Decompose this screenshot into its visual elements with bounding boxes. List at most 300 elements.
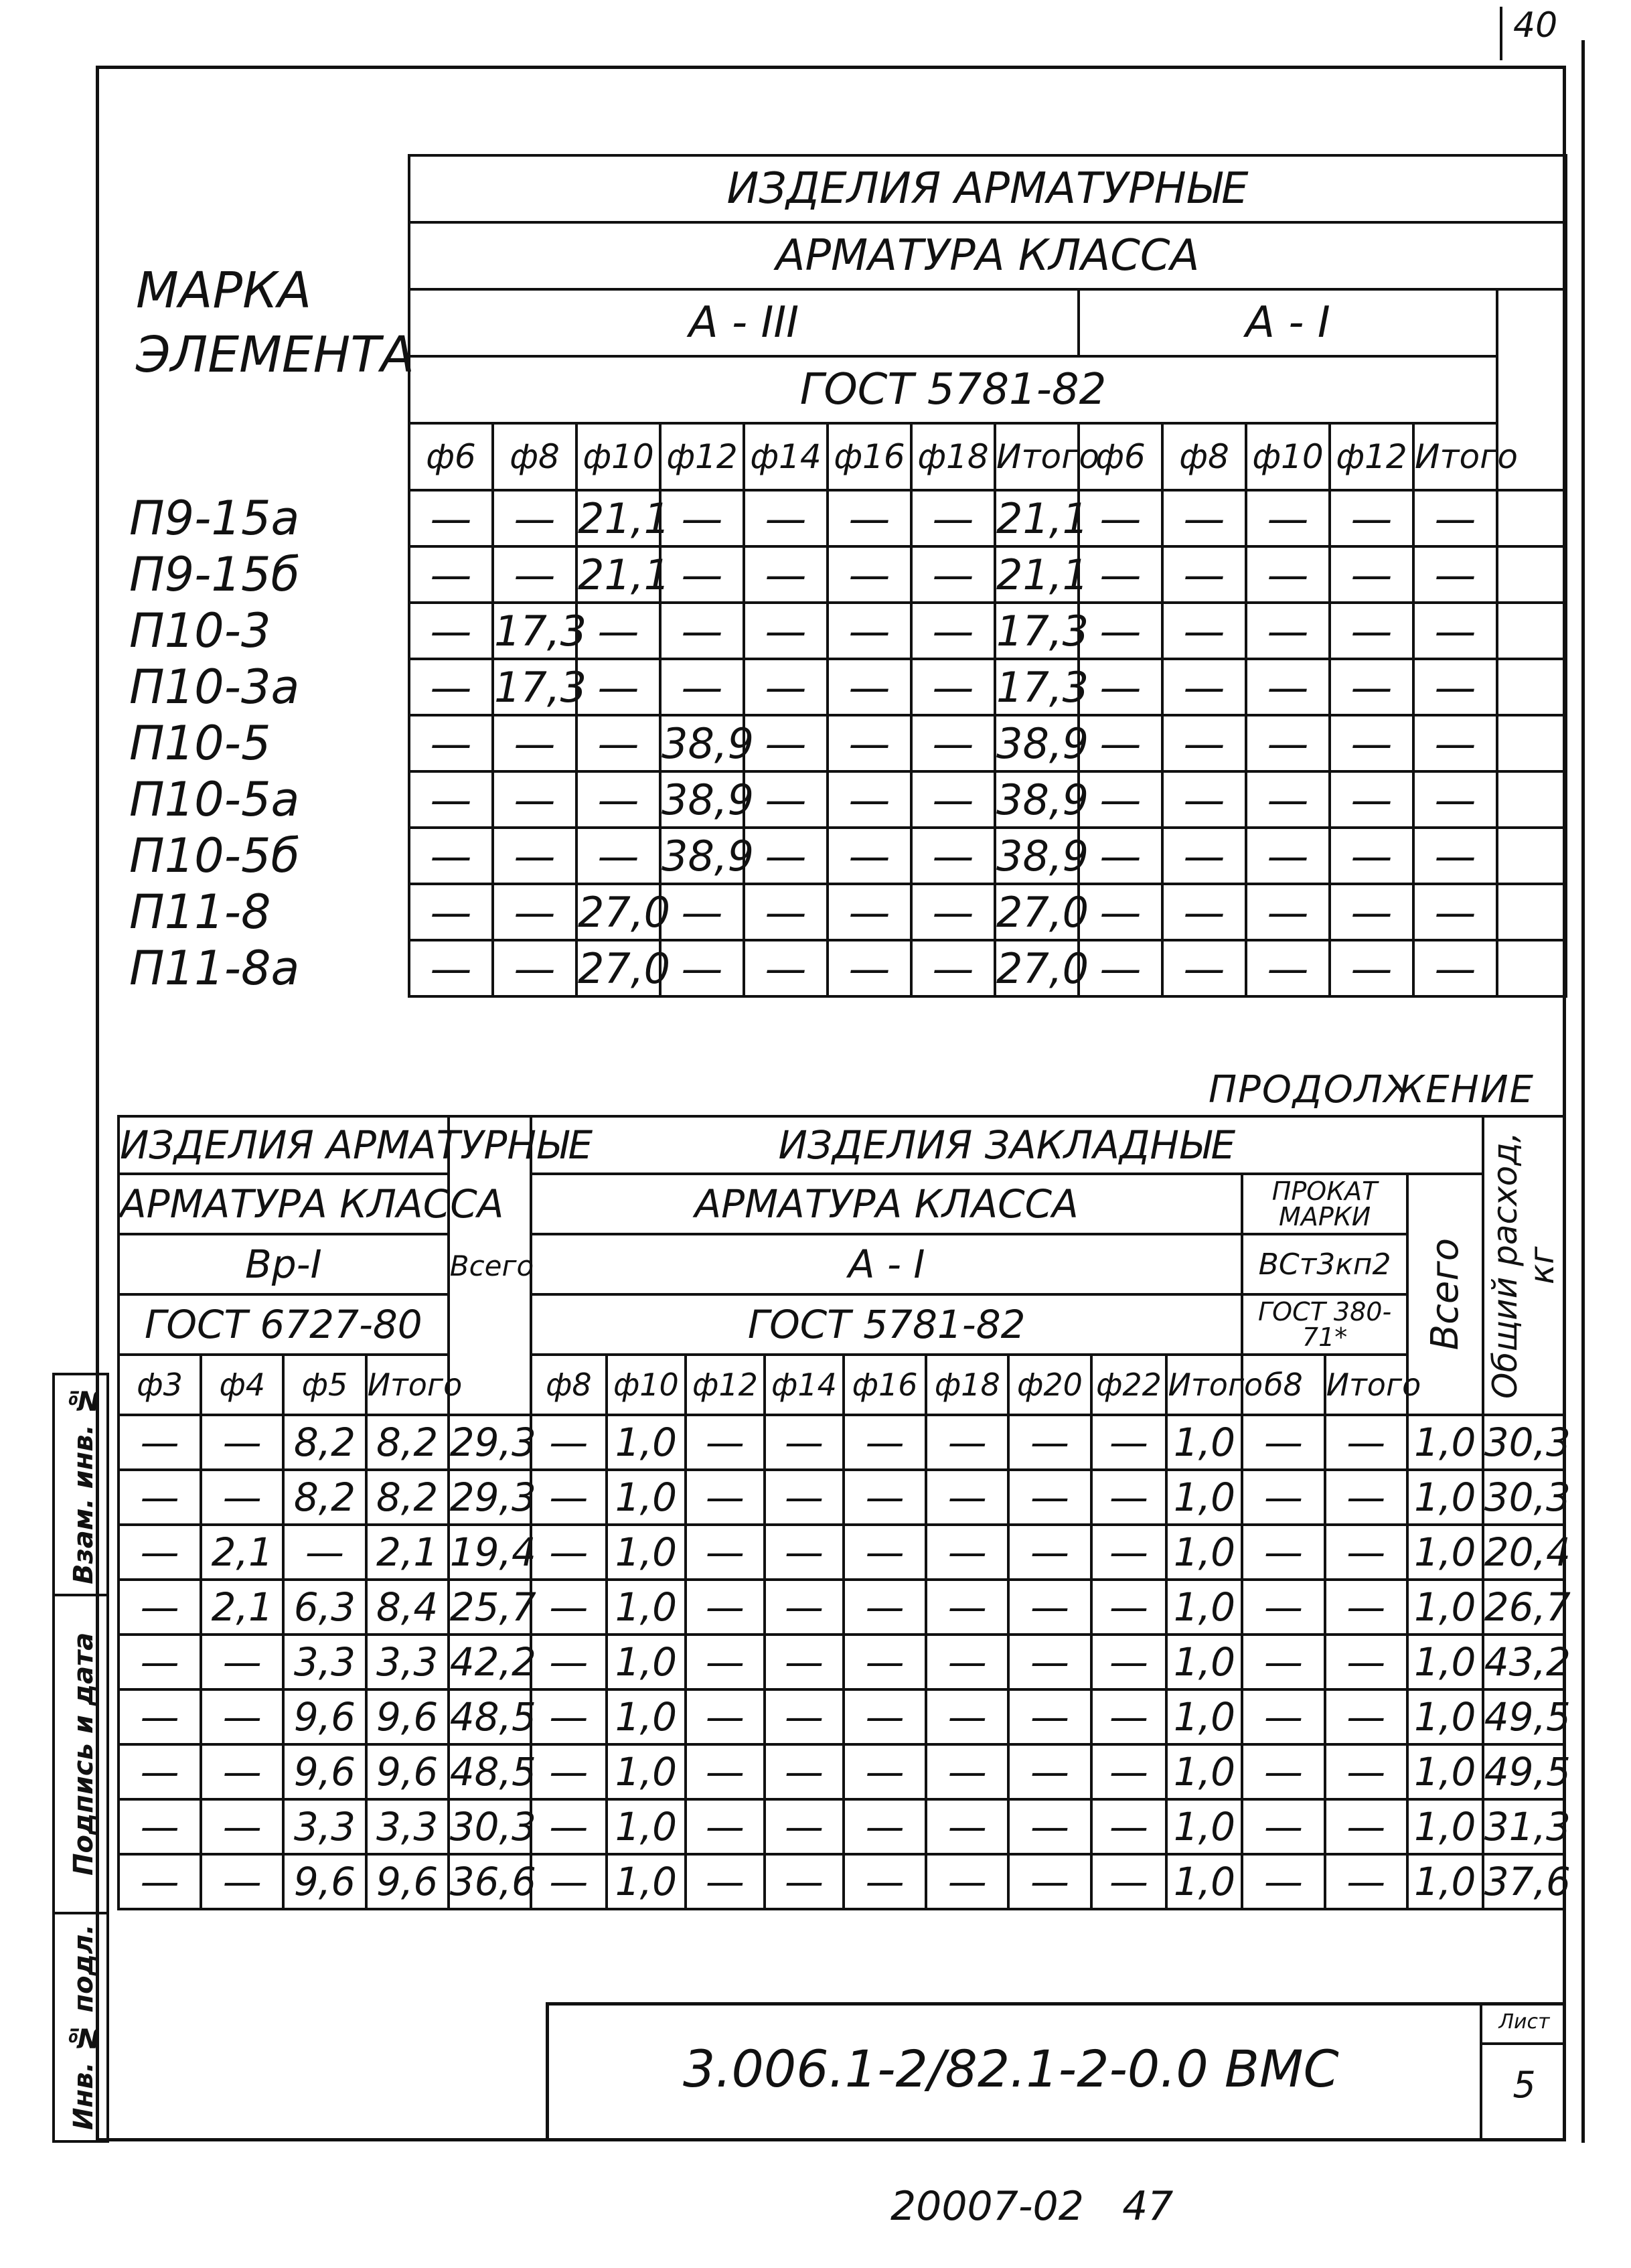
cell: — xyxy=(926,1744,1008,1799)
cell: — xyxy=(1079,828,1162,884)
cell: 9,6 xyxy=(366,1854,449,1909)
cell: — xyxy=(1325,1744,1407,1799)
cell: — xyxy=(686,1689,765,1744)
cell: — xyxy=(686,1580,765,1635)
cell: — xyxy=(531,1470,607,1525)
cell: 21,1 xyxy=(995,546,1079,603)
row-mark: П10-3 xyxy=(96,603,409,659)
cell: — xyxy=(911,659,995,715)
cell: — xyxy=(1079,490,1162,546)
col-header: Итого xyxy=(1325,1355,1407,1415)
cell: 2,1 xyxy=(366,1525,449,1580)
cell: — xyxy=(201,1415,283,1470)
cell: 8,4 xyxy=(366,1580,449,1635)
top-row xyxy=(96,715,1566,771)
cell: 38,9 xyxy=(660,828,744,884)
bottom-row xyxy=(119,1744,1565,1799)
vsego2-label: Всего xyxy=(1423,1238,1467,1351)
cell: — xyxy=(1008,1525,1091,1580)
sheet-label: Лист xyxy=(1482,2002,1566,2045)
cell: 9,6 xyxy=(283,1744,366,1799)
cell: 3,3 xyxy=(283,1635,366,1689)
cell: — xyxy=(1413,715,1497,771)
cell: 49,5 xyxy=(1483,1689,1565,1744)
cell: 30,3 xyxy=(1483,1415,1565,1470)
footer-number: 20007-02 47 xyxy=(890,2183,1174,2230)
top-gost: ГОСТ 5781-82 xyxy=(409,356,1497,423)
cell: — xyxy=(1162,940,1246,996)
cell: — xyxy=(1162,490,1246,546)
cell: — xyxy=(686,1744,765,1799)
cell: — xyxy=(1091,1470,1167,1525)
cell: — xyxy=(409,884,493,940)
row-extra xyxy=(1497,771,1566,828)
bottom-row xyxy=(119,1415,1565,1470)
row-extra xyxy=(1497,715,1566,771)
cell: 1,0 xyxy=(1407,1689,1483,1744)
cell: 8,2 xyxy=(366,1470,449,1525)
cell: 25,7 xyxy=(449,1580,531,1635)
cell: 1,0 xyxy=(607,1580,686,1635)
cell: — xyxy=(201,1470,283,1525)
col-header: ф12 xyxy=(660,423,744,490)
cell: — xyxy=(765,1580,844,1635)
cell: — xyxy=(844,1635,926,1689)
cell: — xyxy=(926,1854,1008,1909)
cell: — xyxy=(765,1854,844,1909)
cell: — xyxy=(744,771,828,828)
cell: — xyxy=(765,1689,844,1744)
row-extra xyxy=(1497,603,1566,659)
cell: 21,1 xyxy=(576,490,660,546)
cell: 3,3 xyxy=(366,1799,449,1854)
cell: 30,3 xyxy=(1483,1470,1565,1525)
cell: — xyxy=(1413,771,1497,828)
bot-class-bp1: Вр-I xyxy=(119,1234,449,1294)
stamp-sign-date xyxy=(52,1594,109,1914)
cell: — xyxy=(1162,546,1246,603)
row-mark: П10-5б xyxy=(96,828,409,884)
cell: — xyxy=(1246,546,1330,603)
cell: — xyxy=(1325,1525,1407,1580)
cell: 1,0 xyxy=(607,1525,686,1580)
cell: — xyxy=(1091,1744,1167,1799)
cell: — xyxy=(744,546,828,603)
cell: — xyxy=(1091,1415,1167,1470)
cell: — xyxy=(1008,1854,1091,1909)
bottom-row xyxy=(119,1525,1565,1580)
row-extra xyxy=(1497,490,1566,546)
cell: — xyxy=(1330,546,1413,603)
cell: — xyxy=(409,715,493,771)
cell: 1,0 xyxy=(1166,1580,1242,1635)
col-header: ф10 xyxy=(607,1355,686,1415)
cell: — xyxy=(119,1689,201,1744)
cell: — xyxy=(1162,828,1246,884)
cell: 1,0 xyxy=(607,1744,686,1799)
cell: — xyxy=(531,1744,607,1799)
bottom-row xyxy=(119,1470,1565,1525)
bot-total xyxy=(1483,1116,1565,1415)
cell: — xyxy=(744,490,828,546)
row-mark: П10-5а xyxy=(96,771,409,828)
cell: 20,4 xyxy=(1483,1525,1565,1580)
row-extra xyxy=(1497,940,1566,996)
cell: — xyxy=(1413,828,1497,884)
cell: — xyxy=(828,490,911,546)
cell: 38,9 xyxy=(660,715,744,771)
cell: — xyxy=(576,659,660,715)
col-header: ф8 xyxy=(493,423,576,490)
cell: — xyxy=(1079,715,1162,771)
cell: — xyxy=(744,603,828,659)
col-header: ф4 xyxy=(201,1355,283,1415)
cell: — xyxy=(493,546,576,603)
cell: 1,0 xyxy=(1166,1799,1242,1854)
cell: — xyxy=(409,659,493,715)
cell: — xyxy=(660,940,744,996)
top-row xyxy=(96,490,1566,546)
cell: — xyxy=(1325,1415,1407,1470)
cell: 1,0 xyxy=(1407,1525,1483,1580)
col-header: Итого xyxy=(366,1355,449,1415)
cell: — xyxy=(660,490,744,546)
cell: — xyxy=(119,1635,201,1689)
cell: 37,6 xyxy=(1483,1854,1565,1909)
cell: 1,0 xyxy=(1166,1525,1242,1580)
cell: — xyxy=(1325,1799,1407,1854)
mark-header: МАРКА ЭЛЕМЕНТА xyxy=(136,261,415,384)
top-row xyxy=(96,884,1566,940)
cell: — xyxy=(409,828,493,884)
row-mark: П9-15а xyxy=(96,490,409,546)
cell: — xyxy=(926,1799,1008,1854)
cell: — xyxy=(1413,940,1497,996)
cell: — xyxy=(531,1635,607,1689)
cell: — xyxy=(119,1580,201,1635)
row-extra xyxy=(1497,828,1566,884)
cell: — xyxy=(844,1415,926,1470)
cell: 9,6 xyxy=(283,1689,366,1744)
cell: — xyxy=(744,659,828,715)
cell: — xyxy=(744,884,828,940)
cell: 1,0 xyxy=(607,1470,686,1525)
total-label: Общий расход, кг xyxy=(1485,1132,1561,1400)
cell: — xyxy=(926,1689,1008,1744)
col-header: ф8 xyxy=(1162,423,1246,490)
cell: — xyxy=(1242,1470,1324,1525)
stamp-inv-no-label: Инв. № подл. xyxy=(68,1924,99,2131)
stamp-replace-inv-label: Взам. инв. № xyxy=(68,1384,99,1585)
cell: 49,5 xyxy=(1483,1744,1565,1799)
cell: 1,0 xyxy=(1407,1635,1483,1689)
cell: — xyxy=(926,1470,1008,1525)
cell: 1,0 xyxy=(1166,1854,1242,1909)
col-header: ф22 xyxy=(1091,1355,1167,1415)
cell: — xyxy=(744,828,828,884)
cell: — xyxy=(1330,884,1413,940)
cell: — xyxy=(828,715,911,771)
cell: — xyxy=(1091,1525,1167,1580)
sheet-number: 5 xyxy=(1512,2064,1536,2106)
cell: 17,3 xyxy=(493,603,576,659)
cell: — xyxy=(531,1415,607,1470)
top-row xyxy=(96,603,1566,659)
cell: 27,0 xyxy=(995,940,1079,996)
cell: — xyxy=(686,1470,765,1525)
cell: — xyxy=(493,771,576,828)
cell: — xyxy=(409,546,493,603)
bottom-row xyxy=(119,1635,1565,1689)
cell: — xyxy=(765,1635,844,1689)
bottom-row xyxy=(119,1799,1565,1854)
col-header: ф3 xyxy=(119,1355,201,1415)
cell: — xyxy=(1008,1580,1091,1635)
cell: — xyxy=(409,603,493,659)
doc-code: 3.006.1-2/82.1-2-0.0 ВМС xyxy=(683,2039,1339,2099)
cell: — xyxy=(844,1470,926,1525)
col-header: ф16 xyxy=(828,423,911,490)
row-extra xyxy=(1497,546,1566,603)
cell: 8,2 xyxy=(283,1470,366,1525)
cell: — xyxy=(1246,715,1330,771)
cell: — xyxy=(926,1580,1008,1635)
cell: — xyxy=(409,940,493,996)
cell: — xyxy=(1008,1689,1091,1744)
bot-h-zakl-class: АРМАТУРА КЛАССА xyxy=(531,1174,1242,1234)
cell: 1,0 xyxy=(1407,1470,1483,1525)
cell: — xyxy=(531,1799,607,1854)
cell: — xyxy=(493,715,576,771)
cell: — xyxy=(828,828,911,884)
cell: — xyxy=(660,546,744,603)
cell: — xyxy=(926,1635,1008,1689)
cell: — xyxy=(1091,1854,1167,1909)
cell: — xyxy=(911,715,995,771)
cell: — xyxy=(911,546,995,603)
cell: — xyxy=(1079,940,1162,996)
cell: — xyxy=(1162,715,1246,771)
cell: — xyxy=(686,1799,765,1854)
cell: — xyxy=(1162,884,1246,940)
cell: — xyxy=(911,884,995,940)
class-a3: А - III xyxy=(409,289,1079,356)
top-row xyxy=(96,828,1566,884)
cell: — xyxy=(493,828,576,884)
right-margin-line xyxy=(1581,40,1585,2143)
row-extra xyxy=(1497,659,1566,715)
cell: — xyxy=(1330,603,1413,659)
cell: — xyxy=(493,940,576,996)
corner-box-line xyxy=(1500,7,1502,60)
cell: 42,2 xyxy=(449,1635,531,1689)
cell: 1,0 xyxy=(1166,1744,1242,1799)
cell: — xyxy=(119,1470,201,1525)
cell: — xyxy=(1008,1415,1091,1470)
cell: — xyxy=(844,1689,926,1744)
cell: 29,3 xyxy=(449,1415,531,1470)
stamp-inv-no xyxy=(52,1912,109,2143)
cell: 6,3 xyxy=(283,1580,366,1635)
cell: — xyxy=(531,1525,607,1580)
cell: 3,3 xyxy=(366,1635,449,1689)
cell: — xyxy=(828,771,911,828)
cell: — xyxy=(1242,1689,1324,1744)
cell: — xyxy=(1079,603,1162,659)
cell: — xyxy=(119,1415,201,1470)
cell: 17,3 xyxy=(493,659,576,715)
bot-prokat-mark: ВСт3кп2 xyxy=(1242,1234,1407,1294)
cell: 21,1 xyxy=(995,490,1079,546)
cell: — xyxy=(1246,659,1330,715)
cell: 31,3 xyxy=(1483,1799,1565,1854)
cell: — xyxy=(1091,1580,1167,1635)
cell: 38,9 xyxy=(995,771,1079,828)
row-mark: П10-3а xyxy=(96,659,409,715)
cell: — xyxy=(201,1799,283,1854)
cell: — xyxy=(1246,490,1330,546)
cell: — xyxy=(686,1525,765,1580)
cell: — xyxy=(493,884,576,940)
cell: — xyxy=(844,1525,926,1580)
cell: — xyxy=(1091,1635,1167,1689)
sheet-box xyxy=(1480,2002,1566,2141)
cell: 3,3 xyxy=(283,1799,366,1854)
cell: — xyxy=(576,828,660,884)
cell: — xyxy=(1330,771,1413,828)
cell: 1,0 xyxy=(607,1689,686,1744)
col-header: ф5 xyxy=(283,1355,366,1415)
col-header: б8 xyxy=(1242,1355,1324,1415)
cell: — xyxy=(576,603,660,659)
cell: 30,3 xyxy=(449,1799,531,1854)
cell: — xyxy=(911,490,995,546)
cell: 8,2 xyxy=(283,1415,366,1470)
cell: — xyxy=(765,1525,844,1580)
cell: — xyxy=(1413,659,1497,715)
continuation-label: ПРОДОЛЖЕНИЕ xyxy=(1209,1068,1535,1112)
cell: — xyxy=(765,1744,844,1799)
cell: 17,3 xyxy=(995,603,1079,659)
bot-gost-380: ГОСТ 380-71* xyxy=(1242,1294,1407,1355)
cell: — xyxy=(201,1635,283,1689)
cell: — xyxy=(1330,659,1413,715)
col-header: ф10 xyxy=(1246,423,1330,490)
cell: 29,3 xyxy=(449,1470,531,1525)
cell: — xyxy=(828,940,911,996)
cell: — xyxy=(1162,603,1246,659)
cell: — xyxy=(1325,1635,1407,1689)
cell: 38,9 xyxy=(995,715,1079,771)
cell: — xyxy=(926,1525,1008,1580)
cell: — xyxy=(1413,884,1497,940)
bot-diameter-row xyxy=(119,1355,1565,1415)
cell: — xyxy=(1242,1854,1324,1909)
cell: — xyxy=(1162,771,1246,828)
top-header-1: ИЗДЕЛИЯ АРМАТУРНЫЕ xyxy=(409,155,1566,222)
cell: — xyxy=(1008,1635,1091,1689)
cell: — xyxy=(686,1854,765,1909)
cell: — xyxy=(1079,771,1162,828)
cell: — xyxy=(1325,1580,1407,1635)
bot-prokat: ПРОКАТ МАРКИ xyxy=(1242,1174,1407,1234)
cell: — xyxy=(1246,603,1330,659)
top-table xyxy=(96,154,1567,998)
cell: — xyxy=(660,884,744,940)
cell: — xyxy=(119,1744,201,1799)
cell: — xyxy=(576,715,660,771)
bot-gost-5781: ГОСТ 5781-82 xyxy=(531,1294,1242,1355)
cell: — xyxy=(1325,1470,1407,1525)
cell: — xyxy=(1413,603,1497,659)
cell: 1,0 xyxy=(1166,1415,1242,1470)
corner-number: 40 xyxy=(1513,5,1558,46)
cell: 1,0 xyxy=(1407,1415,1483,1470)
cell: — xyxy=(744,940,828,996)
cell: — xyxy=(744,715,828,771)
cell: — xyxy=(1079,884,1162,940)
cell: 2,1 xyxy=(201,1580,283,1635)
col-header: Итого xyxy=(1166,1355,1242,1415)
cell: — xyxy=(911,828,995,884)
cell: — xyxy=(1246,771,1330,828)
cell: — xyxy=(828,659,911,715)
cell: — xyxy=(660,603,744,659)
cell: 9,6 xyxy=(366,1689,449,1744)
cell: — xyxy=(828,884,911,940)
cell: — xyxy=(1330,715,1413,771)
cell: — xyxy=(1008,1470,1091,1525)
bot-vsego1: Всего xyxy=(449,1116,531,1415)
cell: — xyxy=(1413,490,1497,546)
cell: — xyxy=(844,1580,926,1635)
cell: — xyxy=(1242,1744,1324,1799)
stamp-replace-inv xyxy=(52,1373,109,1596)
cell: 1,0 xyxy=(1407,1799,1483,1854)
col-header: ф12 xyxy=(1330,423,1413,490)
cell: — xyxy=(1079,659,1162,715)
cell: 43,2 xyxy=(1483,1635,1565,1689)
cell: 38,9 xyxy=(660,771,744,828)
top-row xyxy=(96,771,1566,828)
cell: — xyxy=(911,603,995,659)
cell: — xyxy=(660,659,744,715)
cell: — xyxy=(1079,546,1162,603)
cell: 1,0 xyxy=(1166,1635,1242,1689)
col-header: ф14 xyxy=(765,1355,844,1415)
col-header: ф10 xyxy=(576,423,660,490)
cell: — xyxy=(201,1744,283,1799)
cell: — xyxy=(119,1525,201,1580)
cell: — xyxy=(201,1854,283,1909)
cell: — xyxy=(1242,1635,1324,1689)
cell: 1,0 xyxy=(607,1415,686,1470)
cell: — xyxy=(844,1744,926,1799)
row-mark: П11-8а xyxy=(96,940,409,996)
bottom-row xyxy=(119,1689,1565,1744)
cell: — xyxy=(765,1415,844,1470)
cell: 36,6 xyxy=(449,1854,531,1909)
col-header: ф20 xyxy=(1008,1355,1091,1415)
cell: — xyxy=(1325,1854,1407,1909)
row-mark: П11-8 xyxy=(96,884,409,940)
cell: — xyxy=(1330,828,1413,884)
bot-h-arm: ИЗДЕЛИЯ АРМАТУРНЫЕ xyxy=(119,1116,449,1174)
cell: 21,1 xyxy=(576,546,660,603)
cell: — xyxy=(1008,1799,1091,1854)
class-a1: А - I xyxy=(1079,289,1497,356)
cell: — xyxy=(119,1799,201,1854)
